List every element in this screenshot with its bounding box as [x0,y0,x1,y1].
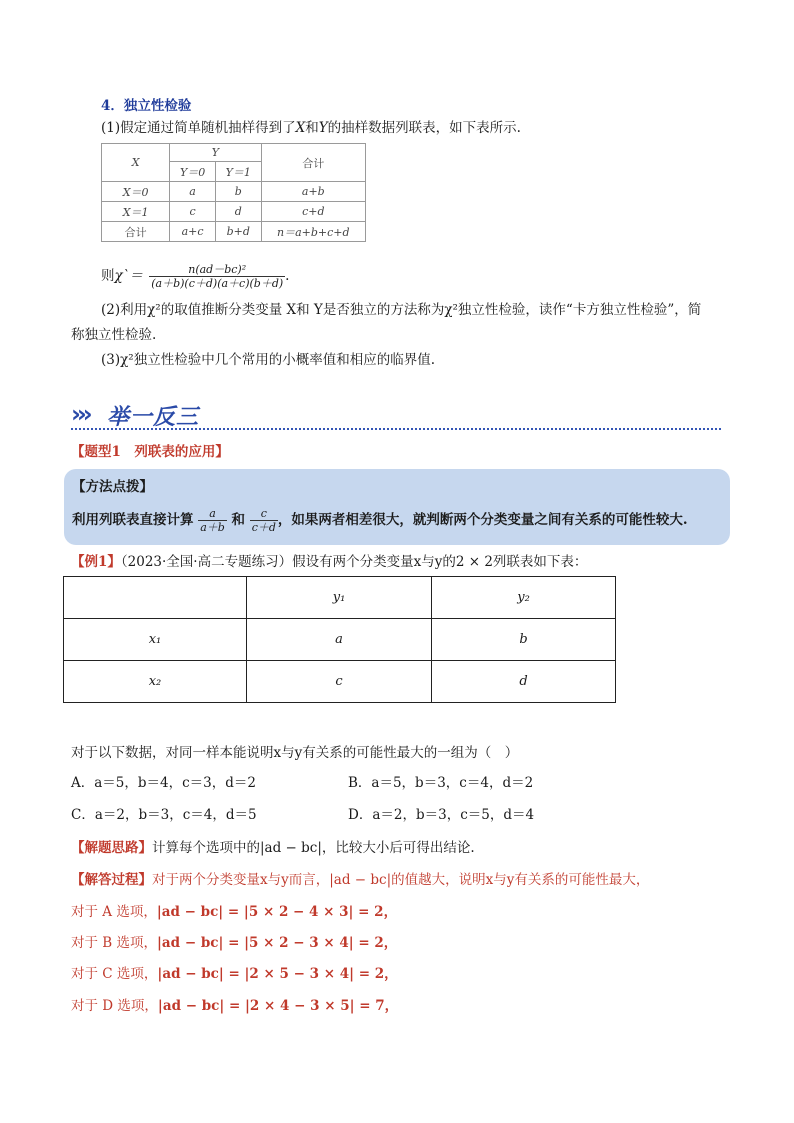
option-c: C．a＝2，b＝3，c＝4，d＝5 [71,807,257,823]
contingency-table-general [101,143,366,242]
step-math: |ad − bc| = |2 × 5 − 3 × 4| = 2， [157,966,398,982]
formula-numerator: n(ad－bc)² [149,263,285,277]
p1-and: 和 [305,120,319,136]
row-label: 合计 [102,222,170,242]
cell: a [170,182,216,202]
fraction-denominator: a＋b [200,521,225,534]
formula-prefix: 则 [101,268,115,284]
method-prefix: 利用列联表直接计算 [72,512,194,528]
cell: d [215,202,261,222]
solution-step [71,933,397,953]
cell: c [247,661,432,703]
chi-square-formula [101,262,289,290]
p1-x: X [295,120,306,136]
method-suffix: ，如果两者相差很大，就判断两个分类变量之间有关系的可能性较大. [277,512,688,528]
solution-step [71,902,397,922]
section-heading: 4．独立性检验 [101,98,192,114]
step-math: |ad − bc| = |5 × 2 − 4 × 3| = 2， [156,904,398,920]
cell: x₁ [64,619,247,661]
process-label: 【解答过程】 [71,872,152,888]
cell: a+b [261,182,365,202]
option-a: A．a＝5，b＝4，c＝3，d＝2 [71,775,256,791]
cell: n＝a+b+c+d [261,222,365,242]
cell: a+c [170,222,216,242]
table-col-y0: Y＝0 [170,162,216,182]
paragraph-2-line-2: 称独立性检验. [71,327,157,343]
header-cell: y₁ [247,577,432,619]
hint-label: 【解题思路】 [71,840,152,856]
cell: a [247,619,432,661]
section-divider [71,428,721,430]
cell: d [432,661,616,703]
cell: b+d [215,222,261,242]
method-and: 和 [231,512,246,528]
process-text: 对于两个分类变量x与y而言，|ad − bc|的值越大，说明x与y有关系的可能性最大， [152,872,650,888]
row-label: X＝1 [102,202,170,222]
solution-step [71,996,398,1016]
header-cell: y₂ [432,577,616,619]
section-banner [71,398,201,428]
cell: x₂ [64,661,247,703]
row-label: X＝0 [102,182,170,202]
step-math: |ad − bc| = |2 × 4 − 3 × 5| = 7， [157,998,399,1014]
method-fraction-1 [198,507,227,534]
type-1-label: 【题型1 列联表的应用】 [71,444,229,460]
table-y-header: Y [170,144,261,162]
step-prefix: 对于 D 选项， [71,998,158,1014]
formula-fraction [149,263,285,290]
option-b: B．a＝5，b＝3，c＝4，d＝2 [348,775,534,791]
cell: b [432,619,616,661]
table-corner: X [102,144,170,182]
table-row [102,182,366,202]
table-row [102,222,366,242]
cell: b [215,182,261,202]
solution-hint [71,838,475,858]
step-prefix: 对于 C 选项， [71,966,158,982]
cell: c [170,202,216,222]
table-header-row [64,577,616,619]
example-question: 对于以下数据，对同一样本能说明x与y有关系的可能性最大的一组为（ ） [71,745,519,761]
table-row [64,661,616,703]
method-text [72,505,688,535]
method-title: 【方法点拨】 [72,479,153,495]
formula-end: . [285,268,290,284]
fraction-numerator: c [250,507,278,521]
formula-lhs: χ`＝ [114,268,143,284]
paragraph-2-line-1: (2)利用χ²的取值推断分类变量 X和 Y是否独立的方法称为χ²独立性检验，读作“卡方独立性检验”，简 [101,302,702,318]
header-cell [64,577,247,619]
banner-arrows: ››› [71,400,89,428]
step-math: |ad − bc| = |5 × 2 − 3 × 4| = 2， [157,935,398,951]
example-label: 【例1】 [71,554,121,570]
cell: c+d [261,202,365,222]
formula-denominator: (a＋b)(c＋d)(a＋c)(b＋d) [151,277,284,290]
table-row [102,202,366,222]
method-fraction-2 [250,507,278,534]
table-col-y1: Y＝1 [215,162,261,182]
p1-suffix: 的抽样数据列联表，如下表所示. [327,120,521,136]
method-box [64,469,730,545]
option-d: D．a＝2，b＝3，c＝5，d＝4 [348,807,535,823]
step-prefix: 对于 B 选项， [71,935,158,951]
example-1-heading [71,552,587,572]
step-prefix: 对于 A 选项， [71,904,157,920]
fraction-denominator: c＋d [251,521,276,534]
table-total-header: 合计 [261,144,365,182]
paragraph-1 [101,118,521,138]
banner-title: 举一反三 [107,405,200,430]
contingency-table-example [63,576,616,703]
hint-text: 计算每个选项中的|ad − bc|，比较大小后可得出结论. [152,840,475,856]
solution-step [71,964,398,984]
p1-y: Y [318,120,328,136]
example-source: （2023·全国·高二专题练习）假设有两个分类变量x与y的2 × 2列联表如下表： [120,554,588,570]
fraction-numerator: a [198,507,227,521]
p1-prefix: (1)假定通过简单随机抽样得到了 [101,120,296,136]
paragraph-3: (3)χ²独立性检验中几个常用的小概率值和相应的临界值. [101,352,436,368]
table-row [64,619,616,661]
solution-process [71,870,649,890]
